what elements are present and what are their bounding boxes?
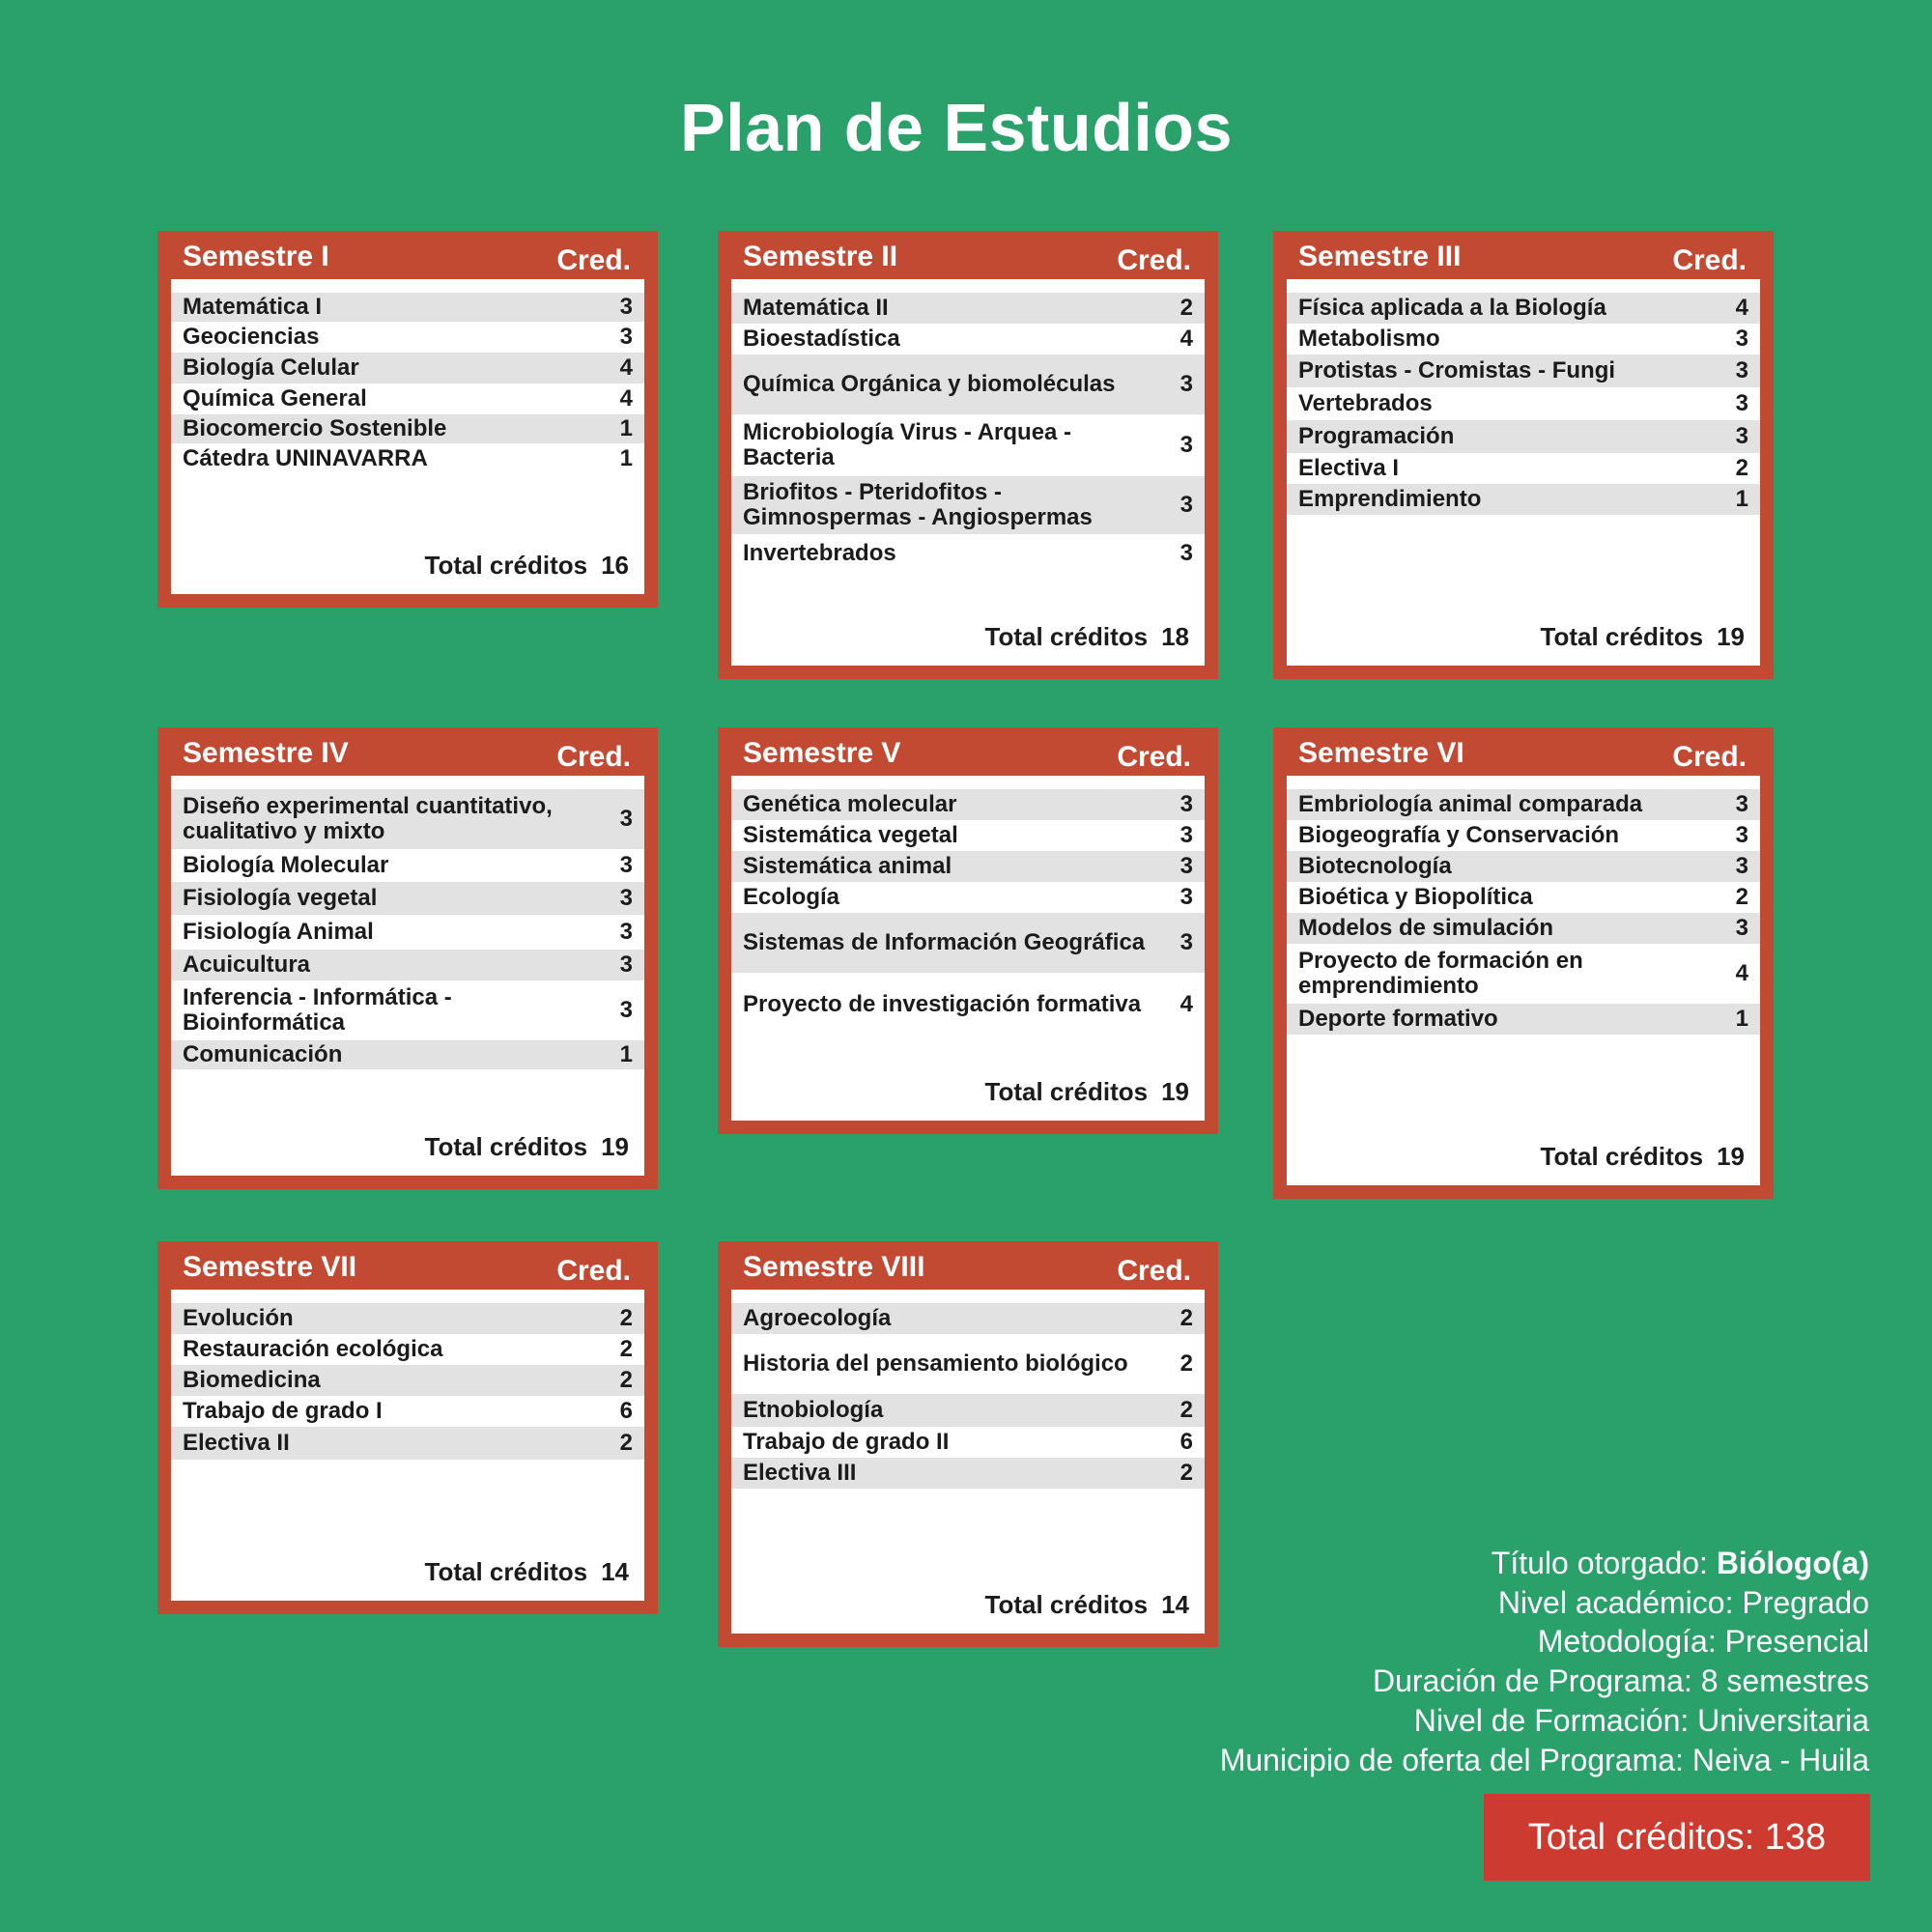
course-credits: 3 (1179, 822, 1193, 848)
course-credits: 3 (1179, 853, 1193, 879)
course-row (1287, 387, 1760, 420)
course-name: Briofitos - Pteridofitos - Gimnospermas - Angiospermas (743, 479, 1093, 530)
course-row (1287, 913, 1760, 944)
semester-card (718, 1241, 1218, 1647)
total-value: 18 (1161, 622, 1189, 651)
course-row (731, 1458, 1205, 1489)
course-name: Trabajo de grado II (743, 1429, 950, 1455)
course-row (731, 355, 1205, 414)
course-name: Historia del pensamiento biológico (743, 1350, 1128, 1377)
course-row (1287, 789, 1760, 820)
semester-header (1287, 733, 1760, 776)
course-row (1287, 355, 1760, 387)
course-credits: 3 (619, 997, 633, 1023)
course-name: Fisiología vegetal (183, 885, 378, 911)
course-name: Protistas - Cromistas - Fungi (1298, 357, 1616, 384)
course-name: Bioética y Biopolítica (1298, 884, 1533, 910)
semester-card (718, 231, 1218, 679)
course-row (171, 789, 644, 849)
course-credits: 3 (1179, 432, 1193, 458)
semester-card (718, 727, 1218, 1134)
credits-header: Cred. (1117, 1255, 1191, 1287)
course-row (1287, 820, 1760, 851)
semester-name: Semestre I (183, 241, 329, 272)
course-row (1287, 453, 1760, 484)
total-label: Total créditos (1540, 1142, 1704, 1171)
course-row (731, 789, 1205, 820)
course-name: Proyecto de investigación formativa (743, 991, 1142, 1017)
course-credits: 2 (619, 1336, 633, 1362)
course-name: Invertebrados (743, 540, 896, 566)
course-name: Electiva III (743, 1460, 857, 1486)
semester-name: Semestre VII (183, 1251, 357, 1283)
course-credits: 3 (1735, 822, 1748, 848)
course-name: Vertebrados (1298, 390, 1433, 416)
semester-name: Semestre VI (1298, 737, 1464, 769)
program-info (1220, 1544, 1869, 1779)
course-credits: 2 (1179, 1397, 1193, 1423)
semester-header (1287, 237, 1760, 279)
course-row (171, 1303, 644, 1334)
course-credits: 3 (619, 806, 633, 832)
total-value: 19 (601, 1132, 629, 1161)
course-row (731, 820, 1205, 851)
course-name: Biocomercio Sostenible (183, 415, 447, 441)
total-value: 14 (601, 1557, 629, 1586)
total-value: 19 (1161, 1077, 1189, 1106)
course-table (731, 776, 1205, 1121)
course-name: Evolución (183, 1305, 294, 1331)
course-row (1287, 484, 1760, 515)
course-row (171, 1427, 644, 1460)
credits-header: Cred. (556, 741, 631, 773)
course-row (1287, 293, 1760, 324)
course-name: Programación (1298, 423, 1455, 449)
course-credits: 3 (1179, 884, 1193, 910)
course-table (1287, 776, 1760, 1185)
course-name: Biología Molecular (183, 852, 389, 878)
course-name: Microbiología Virus - Arquea - Bacteria (743, 419, 1072, 470)
course-name: Sistemática vegetal (743, 822, 958, 848)
course-table (731, 1290, 1205, 1634)
course-name: Cátedra UNINAVARRA (183, 445, 428, 471)
semester-total (425, 1557, 629, 1587)
nivel-formacion: Nivel de Formación: Universitaria (1413, 1702, 1869, 1738)
course-credits: 3 (1735, 915, 1748, 941)
course-credits: 4 (1735, 960, 1748, 986)
semester-card (1273, 727, 1774, 1199)
course-table (171, 279, 644, 594)
course-name: Genética molecular (743, 791, 957, 817)
course-name: Matemática I (183, 294, 323, 320)
course-row (171, 293, 644, 322)
course-row (1287, 1004, 1760, 1035)
course-name: Acuicultura (183, 952, 311, 978)
course-credits: 3 (1179, 492, 1193, 518)
course-row (731, 476, 1205, 534)
course-credits: 2 (1735, 884, 1748, 910)
nivel-academico: Nivel académico: Pregrado (1497, 1584, 1869, 1620)
credits-header: Cred. (1117, 244, 1191, 276)
course-credits: 1 (619, 445, 633, 471)
course-credits: 3 (1735, 853, 1748, 879)
course-row (171, 1334, 644, 1365)
total-value: 14 (1161, 1590, 1189, 1619)
course-name: Física aplicada a la Biología (1298, 295, 1606, 321)
semester-card (1273, 231, 1774, 679)
course-name: Emprendimiento (1298, 486, 1482, 512)
total-label: Total créditos (424, 551, 588, 580)
course-credits: 4 (1179, 326, 1193, 352)
course-row (171, 443, 644, 474)
semester-name: Semestre III (1298, 241, 1462, 272)
course-name: Química Orgánica y biomoléculas (743, 371, 1116, 397)
total-value: 19 (1717, 622, 1745, 651)
total-label: Total créditos (424, 1132, 588, 1161)
course-row (731, 851, 1205, 882)
course-row (171, 915, 644, 950)
course-credits: 1 (619, 415, 633, 441)
course-name: Proyecto de formación en emprendimiento (1298, 948, 1583, 999)
semester-header (731, 733, 1205, 776)
course-credits: 6 (1179, 1429, 1193, 1455)
semester-header (171, 237, 644, 279)
course-credits: 3 (619, 324, 633, 350)
total-value: 16 (601, 551, 629, 580)
course-credits: 1 (1735, 486, 1748, 512)
course-row (171, 1396, 644, 1427)
course-row (731, 324, 1205, 355)
total-label: Total créditos (984, 1590, 1149, 1619)
course-name: Comunicación (183, 1041, 343, 1067)
course-name: Electiva I (1298, 455, 1400, 481)
course-row (171, 1365, 644, 1396)
course-row (171, 384, 644, 414)
course-row (171, 353, 644, 384)
course-name: Sistemática animal (743, 853, 952, 879)
course-row (1287, 851, 1760, 882)
course-name: Embriología animal comparada (1298, 791, 1643, 817)
course-name: Biología Celular (183, 355, 359, 381)
semester-header (171, 1247, 644, 1290)
course-credits: 1 (1735, 1006, 1748, 1032)
course-row (731, 1303, 1205, 1334)
semester-card (157, 231, 658, 608)
course-credits: 4 (1735, 295, 1748, 321)
metodologia: Metodología: Presencial (1537, 1624, 1869, 1660)
course-name: Agroecología (743, 1305, 892, 1331)
course-name: Modelos de simulación (1298, 915, 1554, 941)
course-row (171, 414, 644, 443)
course-table (1287, 279, 1760, 666)
course-name: Inferencia - Informática - Bioinformática (183, 984, 452, 1036)
course-credits: 3 (1735, 423, 1748, 449)
course-credits: 3 (619, 852, 633, 878)
page-title: Plan de Estudios (680, 90, 1233, 165)
course-name: Bioestadística (743, 326, 900, 352)
course-name: Geociencias (183, 324, 320, 350)
course-credits: 2 (619, 1305, 633, 1331)
course-row (731, 913, 1205, 973)
course-row (171, 950, 644, 980)
course-credits: 4 (1179, 991, 1193, 1017)
course-credits: 1 (619, 1041, 633, 1067)
course-name: Fisiología Animal (183, 919, 374, 945)
course-credits: 4 (619, 355, 633, 381)
course-row (171, 882, 644, 915)
course-name: Etnobiología (743, 1397, 884, 1423)
semester-name: Semestre VIII (743, 1251, 925, 1283)
course-credits: 3 (1179, 371, 1193, 397)
semester-header (731, 237, 1205, 279)
course-row (1287, 420, 1760, 453)
course-row (731, 1394, 1205, 1427)
course-name: Química General (183, 385, 367, 412)
total-label: Total créditos (1540, 622, 1704, 651)
course-credits: 3 (619, 952, 633, 978)
course-name: Deporte formativo (1298, 1006, 1498, 1032)
semester-header (731, 1247, 1205, 1290)
course-row (171, 322, 644, 353)
course-credits: 2 (619, 1430, 633, 1456)
grand-total-badge: Total créditos: 138 (1484, 1794, 1870, 1881)
course-name: Biogeografía y Conservación (1298, 822, 1620, 848)
course-row (1287, 882, 1760, 913)
semester-header (171, 733, 644, 776)
total-label: Total créditos (424, 1557, 588, 1586)
semester-card (157, 727, 658, 1189)
total-value: 19 (1717, 1142, 1745, 1171)
course-credits: 2 (1179, 295, 1193, 321)
credits-header: Cred. (556, 244, 631, 276)
course-credits: 3 (619, 919, 633, 945)
titulo-value: Biólogo(a) (1716, 1546, 1869, 1580)
course-name: Trabajo de grado I (183, 1398, 383, 1424)
credits-header: Cred. (1672, 741, 1747, 773)
semester-total (425, 1132, 629, 1162)
course-credits: 2 (1179, 1350, 1193, 1377)
course-row (731, 293, 1205, 324)
semester-total (425, 551, 629, 581)
course-credits: 3 (1735, 791, 1748, 817)
titulo-otorgado (1220, 1544, 1869, 1583)
course-credits: 4 (619, 385, 633, 412)
course-row (171, 980, 644, 1040)
course-row (171, 849, 644, 882)
course-row (731, 414, 1205, 476)
course-name: Restauración ecológica (183, 1336, 443, 1362)
duracion: Duración de Programa: 8 semestres (1373, 1663, 1869, 1699)
semester-total (985, 1077, 1189, 1107)
semester-name: Semestre II (743, 241, 898, 272)
course-name: Diseño experimental cuantitativo, cualitativo y mixto (183, 793, 553, 844)
course-row (171, 1040, 644, 1069)
course-credits: 3 (619, 885, 633, 911)
semester-total (1541, 622, 1745, 652)
credits-header: Cred. (556, 1255, 631, 1287)
course-credits: 2 (1179, 1460, 1193, 1486)
semester-name: Semestre IV (183, 737, 349, 769)
course-name: Ecología (743, 884, 840, 910)
course-table (171, 776, 644, 1176)
course-name: Biotecnología (1298, 853, 1452, 879)
course-name: Metabolismo (1298, 326, 1440, 352)
course-credits: 2 (1735, 455, 1748, 481)
course-credits: 3 (1735, 390, 1748, 416)
titulo-label: Título otorgado: (1491, 1546, 1717, 1580)
course-credits: 3 (1179, 540, 1193, 566)
semester-total (985, 1590, 1189, 1620)
course-name: Matemática II (743, 295, 889, 321)
credits-header: Cred. (1117, 741, 1191, 773)
total-label: Total créditos (984, 622, 1149, 651)
course-row (1287, 944, 1760, 1004)
course-row (731, 882, 1205, 913)
course-credits: 3 (619, 294, 633, 320)
course-credits: 2 (1179, 1305, 1193, 1331)
course-credits: 3 (1179, 791, 1193, 817)
semester-name: Semestre V (743, 737, 901, 769)
semester-total (1541, 1142, 1745, 1172)
course-row (731, 534, 1205, 573)
credits-header: Cred. (1672, 244, 1747, 276)
course-table (731, 279, 1205, 666)
course-credits: 3 (1179, 929, 1193, 955)
course-row (731, 973, 1205, 1037)
total-label: Total créditos (984, 1077, 1149, 1106)
course-credits: 3 (1735, 357, 1748, 384)
course-credits: 3 (1735, 326, 1748, 352)
course-table (171, 1290, 644, 1601)
course-row (731, 1427, 1205, 1458)
municipio: Municipio de oferta del Programa: Neiva - Huila (1219, 1742, 1869, 1777)
course-name: Electiva II (183, 1430, 290, 1456)
course-credits: 6 (619, 1398, 633, 1424)
course-row (1287, 324, 1760, 355)
course-name: Biomedicina (183, 1367, 321, 1393)
course-row (731, 1334, 1205, 1394)
course-credits: 2 (619, 1367, 633, 1393)
course-name: Sistemas de Información Geográfica (743, 929, 1146, 955)
semester-card (157, 1241, 658, 1614)
semester-total (985, 622, 1189, 652)
